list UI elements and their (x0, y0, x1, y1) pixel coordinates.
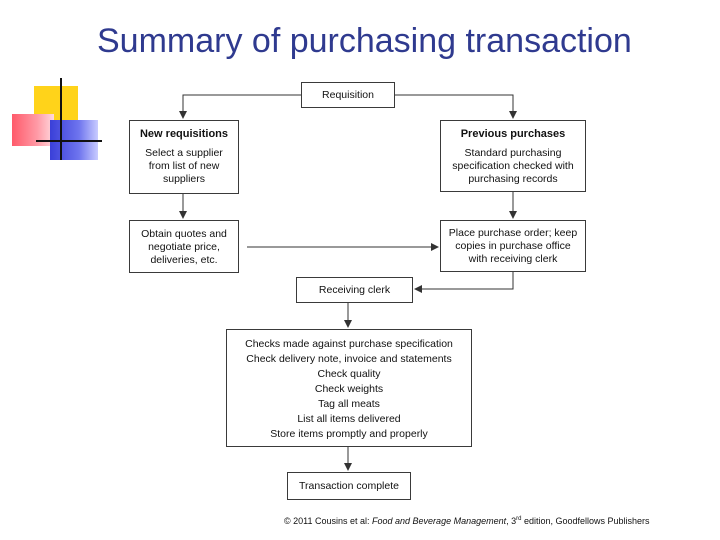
place-order-text: Place purchase order; keep copies in purchase office with receiving clerk (448, 227, 578, 265)
receiving-clerk-label: Receiving clerk (318, 284, 391, 296)
new-requisitions-heading: New requisitions (139, 128, 229, 140)
receiving-clerk-box (296, 277, 413, 303)
arrow-requisition-to-previous (395, 95, 513, 118)
obtain-quotes-box (129, 220, 239, 273)
footer-book-title: Food and Beverage Management (372, 516, 507, 526)
footer-edition-suffix: rd (516, 516, 522, 522)
place-order-box (440, 220, 586, 272)
new-requisitions-box (129, 120, 239, 194)
requisition-label: Requisition (322, 89, 374, 101)
checks-box (226, 329, 472, 447)
copyright-footer (284, 516, 650, 526)
slide-title: Summary of purchasing transaction (97, 22, 632, 60)
arrow-requisition-to-new (183, 95, 301, 118)
transaction-complete-box (287, 472, 411, 500)
obtain-quotes-text: Obtain quotes and negotiate price, deliveries, etc. (141, 228, 227, 266)
requisition-box (301, 82, 395, 108)
new-requisitions-text: Select a supplier from list of new suppliers (145, 147, 223, 185)
decor-blank-rect (620, 128, 662, 144)
previous-purchases-heading: Previous purchases (460, 128, 566, 140)
arrow-order-to-receiving (415, 272, 513, 289)
checks-list: Checks made against purchase specification Check delivery note, invoice and statements Check quality Check weights Tag all meats List all items delivered Store items promptly and properly (245, 338, 453, 440)
footer-suffix: edition, Goodfellows Publishers (521, 516, 650, 526)
previous-purchases-box (440, 120, 586, 192)
footer-prefix: © 2011 Cousins et al: (284, 516, 373, 526)
transaction-complete-label: Transaction complete (299, 480, 399, 492)
footer-edition-number: , 3 (506, 516, 517, 526)
previous-purchases-text: Standard purchasing specification checked with purchasing records (452, 147, 574, 185)
